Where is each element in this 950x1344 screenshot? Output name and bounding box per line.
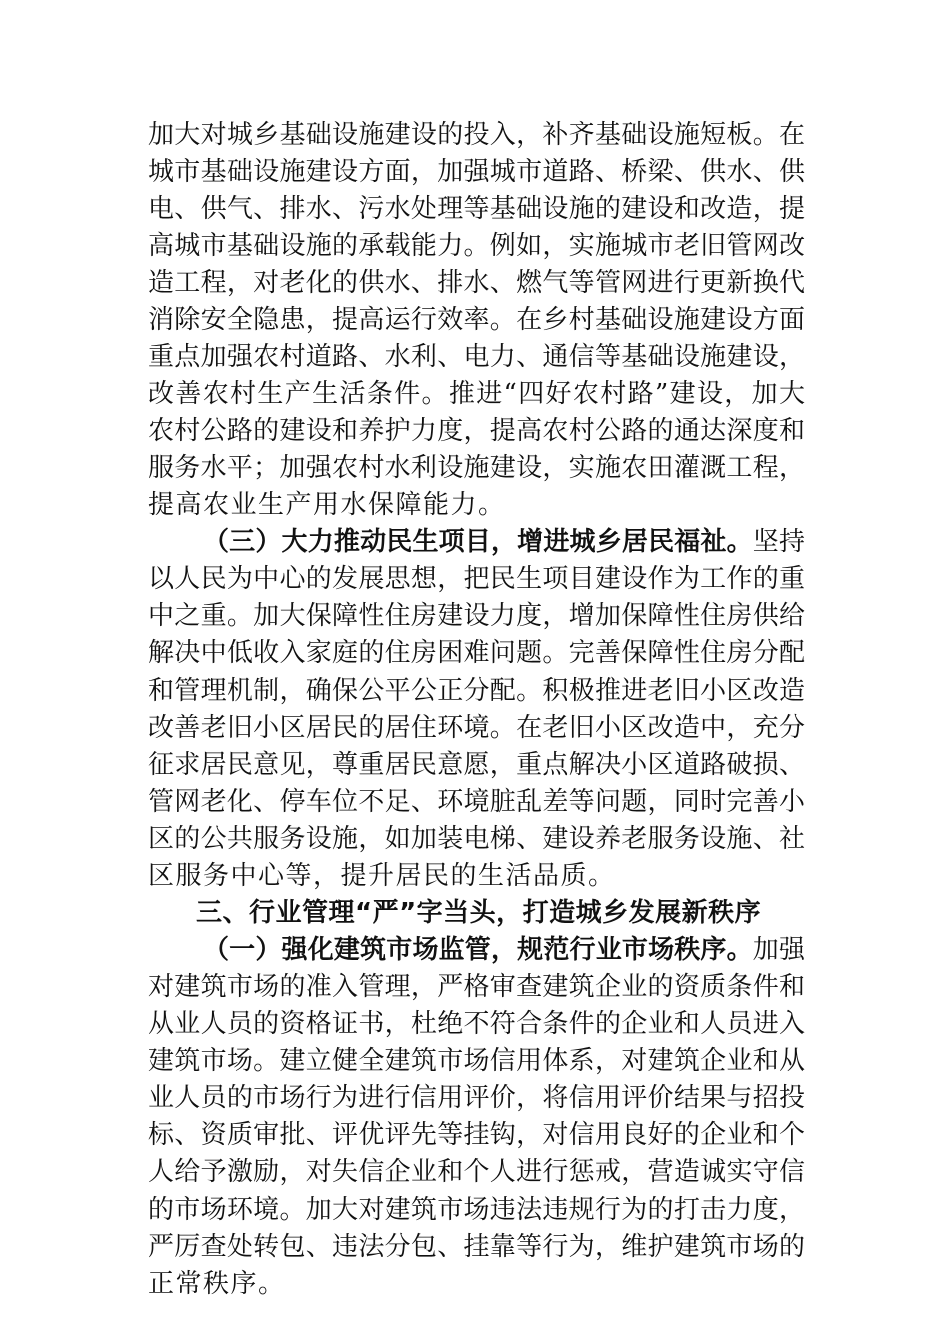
paragraph-line: 服务水平；加强农村水利设施建设，实施农田灌溉工程， (148, 453, 805, 484)
paragraph-line: 对建筑市场的准入管理，严格审查建筑企业的资质条件和 (148, 972, 805, 1003)
paragraph-line: 的市场环境。加大对建筑市场违法违规行为的打击力度， (148, 1194, 805, 1225)
paragraph-line: 造工程，对老化的供水、排水、燃气等管网进行更新换代 (148, 267, 805, 298)
paragraph-line: 电、供气、排水、污水处理等基础设施的建设和改造，提 (148, 193, 805, 224)
paragraph-line: 建筑市场。建立健全建筑市场信用体系，对建筑企业和从 (148, 1046, 805, 1077)
paragraph-line (203, 932, 805, 969)
paragraph-line: 消除安全隐患，提高运行效率。在乡村基础设施建设方面 (148, 304, 805, 335)
paragraph-line: 业人员的市场行为进行信用评价，将信用评价结果与招投 (148, 1083, 805, 1114)
paragraph-line: 提高农业生产用水保障能力。 (148, 490, 506, 521)
paragraph-line: 人给予激励，对失信企业和个人进行惩戒，营造诚实守信 (148, 1157, 805, 1188)
paragraph-line: 以人民为中心的发展思想，把民生项目建设作为工作的重 (148, 564, 805, 595)
paragraph-line: 从业人员的资格证书，杜绝不符合条件的企业和人员进入 (148, 1009, 805, 1040)
paragraph-line: 改善老旧小区居民的居住环境。在老旧小区改造中，充分 (148, 712, 805, 743)
paragraph-lead-heading: （一）强化建筑市场监管，规范行业市场秩序。 (203, 935, 753, 966)
paragraph-line: 严厉查处转包、违法分包、挂靠等行为，维护建筑市场的 (148, 1231, 805, 1262)
paragraph-line (203, 524, 805, 561)
paragraph-line: 正常秩序。 (148, 1268, 286, 1299)
paragraph-line: 重点加强农村道路、水利、电力、通信等基础设施建设， (148, 341, 805, 372)
paragraph-line: 区服务中心等，提升居民的生活品质。 (148, 860, 616, 891)
paragraph-line: 高城市基础设施的承载能力。例如，实施城市老旧管网改 (148, 230, 805, 261)
paragraph-lead-heading: （三）大力推动民生项目，增进城乡居民福祉。 (203, 527, 753, 558)
paragraph-text: 加强 (752, 935, 805, 966)
paragraph-line: 改善农村生产生活条件。推进“四好农村路”建设，加大 (148, 378, 805, 409)
section-heading-text: 三、行业管理“严”字当头，打造城乡发展新秩序 (196, 897, 762, 928)
paragraph-line: 中之重。加大保障性住房建设力度，增加保障性住房供给 (148, 601, 805, 632)
paragraph-line: 和管理机制，确保公平公正分配。积极推进老旧小区改造 (148, 675, 805, 706)
paragraph-line: 管网老化、停车位不足、环境脏乱差等问题，同时完善小 (148, 786, 805, 817)
paragraph-line: 解决中低收入家庭的住房困难问题。完善保障性住房分配 (148, 638, 805, 669)
paragraph-text: 坚持 (752, 527, 805, 558)
paragraph-line: 标、资质审批、评优评先等挂钩，对信用良好的企业和个 (148, 1120, 805, 1151)
paragraph-line: 农村公路的建设和养护力度，提高农村公路的通达深度和 (148, 416, 805, 447)
paragraph-line: 区的公共服务设施，如加装电梯、建设养老服务设施、社 (148, 823, 805, 854)
paragraph-line: 加大对城乡基础设施建设的投入，补齐基础设施短板。在 (148, 119, 805, 150)
paragraph-line: 城市基础设施建设方面，加强城市道路、桥梁、供水、供 (148, 156, 805, 187)
paragraph-line: 征求居民意见，尊重居民意愿，重点解决小区道路破损、 (148, 749, 805, 780)
